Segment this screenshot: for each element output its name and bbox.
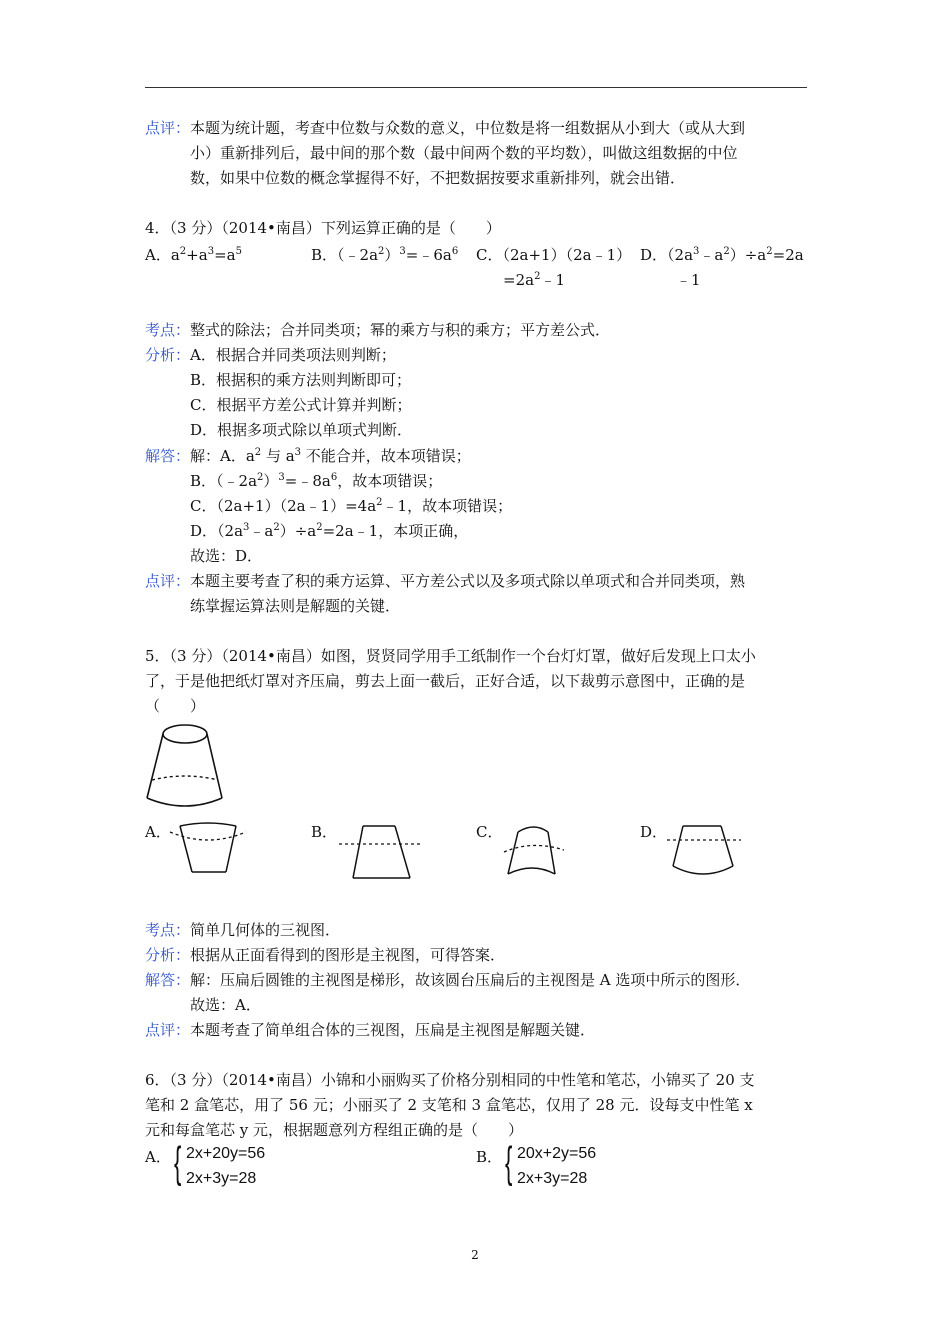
q5-option-a-label[interactable]: A． [145, 823, 171, 841]
brace-icon: { [505, 1138, 513, 1187]
header-rule [145, 87, 807, 88]
q3-comment [145, 118, 745, 138]
q4-jieda: 解答：解：A．$a^2$ 与 $a^3$ 不能合并，故本项错误； [145, 447, 471, 465]
q5-kaodian-text: 简单几何体的三视图． [190, 921, 341, 939]
q5-option-b-figure[interactable] [335, 822, 415, 882]
q5-jieda [145, 970, 750, 990]
q5-dianping [145, 1020, 595, 1040]
q5-option-c-label[interactable]: C． [476, 823, 503, 841]
q6-option-a-letter[interactable]: A． [145, 1148, 171, 1166]
q4-option-b[interactable]: B．$(﹣2a^2)^3=﹣6a^6$ [311, 246, 459, 264]
q4-fenxi [145, 345, 396, 365]
page-number: 2 [471, 1248, 479, 1262]
q6-stem-line-3: 元和每盒笔芯 y 元，根据题意列方程组正确的是（ ） [145, 1121, 524, 1139]
q4-jieda-b: B．$(﹣2a^2)^3=﹣8a^6$，故本项错误； [190, 472, 443, 490]
q4-kaodian-text: 整式的除法；合并同类项；幂的乘方与积的乘方；平方差公式． [190, 321, 611, 339]
q4-option-d-letter: D． [640, 246, 668, 264]
q6-stem-line-2: 笔和 2 盒笔芯，用了 56 元；小丽买了 2 支笔和 3 盒笔芯，仅用了 28 元．设每支中性笔 x [145, 1096, 753, 1114]
q5-jieda-text: 解：压扁后圆锥的主视图是梯形，故该圆台压扁后的主视图是 A 选项中所示的图形． [190, 971, 751, 989]
q4-option-a-letter: A． [145, 246, 171, 264]
q5-guxuan: 故选：A． [190, 996, 261, 1014]
q4-jieda-d-pre: D．（2a [190, 522, 244, 540]
q5-jieda-label: 解答： [145, 971, 191, 989]
q4-stem: 4．（3 分）（2014•南昌）下列运算正确的是（ ） [145, 219, 501, 237]
q5-fenxi [145, 945, 505, 965]
q4-option-c-cont: $=2a^2﹣1$ [503, 271, 565, 289]
q5-fenxi-text: 根据从正面看得到的图形是主视图，可得答案． [190, 946, 506, 964]
q5-option-a-figure[interactable] [168, 822, 248, 882]
q4-guxuan: 故选：D． [190, 547, 263, 565]
q5-stem-line-2: 了，于是他把纸灯罩对齐压扁，剪去上面一截后，正好合适，以下裁剪示意图中，正确的是 [145, 672, 746, 690]
q4-fenxi-item: B．根据积的乘方法则判断即可； [190, 371, 412, 389]
q4-jieda-b-pre: B．（﹣2a [190, 472, 258, 490]
q6-option-a-eq-2: 2x+3y=28 [186, 1170, 257, 1187]
q4-option-b-letter: B． [311, 246, 338, 264]
q6-option-b-eq-2: 2x+3y=28 [517, 1170, 588, 1187]
q4-jieda-b-end: ，故本项错误； [337, 472, 443, 490]
q4-jieda-c-pre: C．（2a+1）（2a﹣1）=4a [190, 497, 377, 515]
q4-dianping-line-2: 练掌握运算法则是解题的关键． [190, 597, 401, 615]
q6-option-b-letter[interactable]: B． [476, 1148, 503, 1166]
q4-option-c-cont-tail: ﹣1 [540, 271, 565, 289]
q3-comment-label: 点评： [145, 119, 191, 137]
q4-option-d-cont: ﹣1 [676, 271, 701, 289]
q4-jieda-c-end: ﹣1，故本项错误； [382, 497, 513, 515]
q5-option-d-figure[interactable] [665, 822, 745, 882]
q4-option-c[interactable]: C．（2a+1）（2a﹣1） [476, 246, 632, 264]
q5-option-c-figure[interactable] [500, 822, 580, 882]
q6-option-a-system[interactable] [174, 1138, 294, 1195]
q5-kaodian-label: 考点： [145, 921, 191, 939]
q4-dianping-label: 点评： [145, 572, 191, 590]
q4-jieda-c: C．$(2a+1)(2a﹣1)=4a^2﹣1$，故本项错误； [190, 497, 513, 515]
q6-option-b-system[interactable] [505, 1138, 625, 1195]
q4-jieda-d-mid: ﹣a [249, 522, 274, 540]
q4-jieda-a-pre: 解：A．a [190, 447, 255, 465]
q4-fenxi-label: 分析： [145, 346, 191, 364]
q4-jieda-a-mid: 与 a [261, 447, 295, 465]
q4-jieda-b-mid: ） [263, 472, 279, 490]
q4-kaodian-label: 考点： [145, 321, 191, 339]
q4-jieda-d-end: =2a﹣1，本项正确， [322, 522, 469, 540]
q4-fenxi-item: D．根据多项式除以单项式判断． [190, 421, 413, 439]
q6-option-a-eq-1: 2x+20y=56 [186, 1145, 266, 1162]
q5-dianping-text: 本题考查了简单组合体的三视图，压扁是主视图是解题关键． [190, 1021, 596, 1039]
brace-icon: { [174, 1138, 182, 1187]
q4-jieda-a-end: 不能合并，故本项错误； [301, 447, 471, 465]
q4-option-c-letter: C． [476, 246, 503, 264]
q6-stem-line-1: 6．（3 分）（2014•南昌）小锦和小丽购买了价格分别相同的中性笔和笔芯，小锦买了 20 支 [145, 1071, 755, 1089]
q4-option-a[interactable]: A．$a^2+a^3=a^5$ [145, 246, 242, 264]
q4-jieda-d: D．$(2a^3﹣a^2)\div a^2=2a﹣1$，本项正确， [190, 522, 469, 540]
q6-option-b-eq-1: 20x+2y=56 [517, 1145, 597, 1162]
q3-comment-line-2: 小）重新排列后，最中间的那个数（最中间两个数的平均数），叫做这组数据的中位 [190, 144, 738, 162]
q4-fenxi-item: C．根据平方差公式计算并判断； [190, 396, 412, 414]
q4-jieda-b-mid2: =﹣8a [284, 472, 331, 490]
q4-option-c-cont-text: =2a [503, 271, 535, 289]
q4-kaodian [145, 320, 610, 340]
lampshade-figure [140, 722, 230, 807]
q5-option-b-label[interactable]: B． [311, 823, 338, 841]
q5-kaodian [145, 920, 340, 940]
q3-comment-line-1: 本题为统计题，考查中位数与众数的意义，中位数是将一组数据从小到大（或从大到 [190, 119, 746, 137]
q4-jieda-label: 解答： [145, 447, 191, 465]
q5-option-d-label[interactable]: D． [640, 823, 668, 841]
q4-option-d[interactable]: D．$(2a^3﹣a^2)\div a^2=2a$ [640, 246, 804, 264]
q5-dianping-label: 点评： [145, 1021, 191, 1039]
q4-dianping [145, 571, 745, 591]
q3-comment-line-3: 数，如果中位数的概念掌握得不好，不把数据按要求重新排列，就会出错． [190, 169, 686, 187]
q4-jieda-d-mid2: ）÷a [279, 522, 317, 540]
q5-fenxi-label: 分析： [145, 946, 191, 964]
q5-stem-line-1: 5．（3 分）（2014•南昌）如图，贤贤同学用手工纸制作一个台灯灯罩，做好后发现上口太小 [145, 647, 756, 665]
q5-stem-line-3: （ ） [145, 697, 206, 715]
q4-fenxi-item: A．根据合并同类项法则判断； [190, 346, 396, 364]
q4-dianping-line-1: 本题主要考查了积的乘方运算、平方差公式以及多项式除以单项式和合并同类项，熟 [190, 572, 746, 590]
